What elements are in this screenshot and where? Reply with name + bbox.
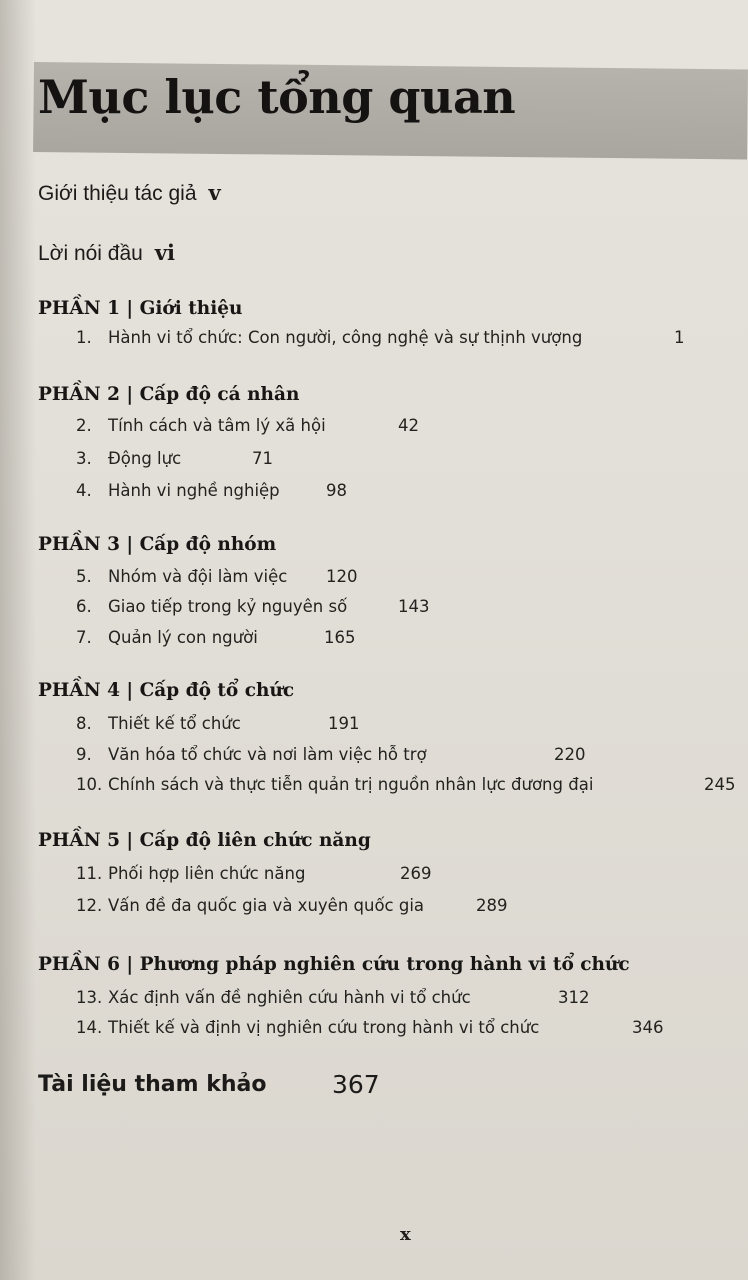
chapter-title: Thiết kế tổ chức [108,714,241,733]
chapter-number: 8. [76,714,92,733]
part-heading-3: PHẦN 3 | Cấp độ nhóm [38,534,277,555]
chapter-page: 120 [326,567,358,586]
references-label: Tài liệu tham khảo [38,1072,267,1097]
chapter-title: Tính cách và tâm lý xã hội [108,416,326,435]
chapter-title: Xác định vấn đề nghiên cứu hành vi tổ chức [108,988,471,1007]
chapter-page: 98 [326,481,347,500]
chapter-row [76,626,396,650]
chapter-page: 71 [252,449,273,468]
page-title: Mục lục tổng quan [38,70,516,124]
part-heading-4: PHẦN 4 | Cấp độ tổ chức [38,680,295,701]
toc-entry-preface [38,240,175,266]
chapter-title: Giao tiếp trong kỷ nguyên số [108,597,348,616]
chapter-page: 312 [558,988,590,1007]
chapter-title: Chính sách và thực tiễn quản trị nguồn nhân lực đương đại [108,775,594,794]
chapter-title: Phối hợp liên chức năng [108,864,306,883]
chapter-row [76,773,742,797]
chapter-page: 143 [398,597,430,616]
chapter-row [76,712,416,736]
chapter-page: 165 [324,628,356,647]
chapter-number: 13. [76,988,103,1007]
chapter-number: 3. [76,449,92,468]
chapter-title: Hành vi tổ chức: Con người, công nghệ và sự thịnh vượng [108,328,583,347]
chapter-page: 245 [704,775,736,794]
chapter-row [76,986,636,1010]
chapter-number: 6. [76,597,92,616]
toc-entry-author-intro [38,180,221,206]
chapter-number: 11. [76,864,103,883]
chapter-title: Động lực [108,449,182,468]
toc-entry-page: vi [154,240,176,265]
chapter-number: 2. [76,416,92,435]
chapter-row [76,326,716,350]
chapter-page: 42 [398,416,419,435]
part-heading-2: PHẦN 2 | Cấp độ cá nhân [38,384,300,405]
chapter-number: 10. [76,775,103,794]
chapter-title: Hành vi nghề nghiệp [108,481,280,500]
references-page: 367 [332,1070,380,1099]
part-heading-5: PHẦN 5 | Cấp độ liên chức năng [38,830,371,851]
chapter-title: Quản lý con người [108,628,258,647]
chapter-title: Thiết kế và định vị nghiên cứu trong hành vi tổ chức [108,1018,540,1037]
toc-entry-label: Giới thiệu tác giả [38,182,197,205]
chapter-page: 289 [476,896,508,915]
chapter-row [76,862,456,886]
chapter-number: 4. [76,481,92,500]
chapter-page: 191 [328,714,360,733]
part-heading-6: PHẦN 6 | Phương pháp nghiên cứu trong hành vi tổ chức [38,954,630,975]
page-gutter-shadow [0,0,36,1280]
chapter-number: 5. [76,567,92,586]
page-number: x [400,1224,411,1245]
toc-entry-page: v [208,180,221,205]
chapter-number: 9. [76,745,92,764]
chapter-row [76,565,396,589]
chapter-number: 14. [76,1018,103,1037]
chapter-row [76,1016,716,1040]
chapter-number: 7. [76,628,92,647]
chapter-title: Văn hóa tổ chức và nơi làm việc hỗ trợ [108,745,427,764]
chapter-page: 1 [674,328,685,347]
chapter-row [76,479,396,503]
chapter-page: 220 [554,745,586,764]
chapter-title: Nhóm và đội làm việc [108,567,288,586]
part-heading-1: PHẦN 1 | Giới thiệu [38,298,243,319]
chapter-title: Vấn đề đa quốc gia và xuyên quốc gia [108,896,425,915]
toc-entry-label: Lời nói đầu [38,242,143,265]
chapter-page: 346 [632,1018,664,1037]
chapter-page: 269 [400,864,432,883]
chapter-row [76,447,376,471]
chapter-number: 12. [76,896,103,915]
chapter-row [76,894,536,918]
chapter-number: 1. [76,328,92,347]
chapter-row [76,414,476,438]
chapter-row [76,595,456,619]
chapter-row [76,743,656,767]
